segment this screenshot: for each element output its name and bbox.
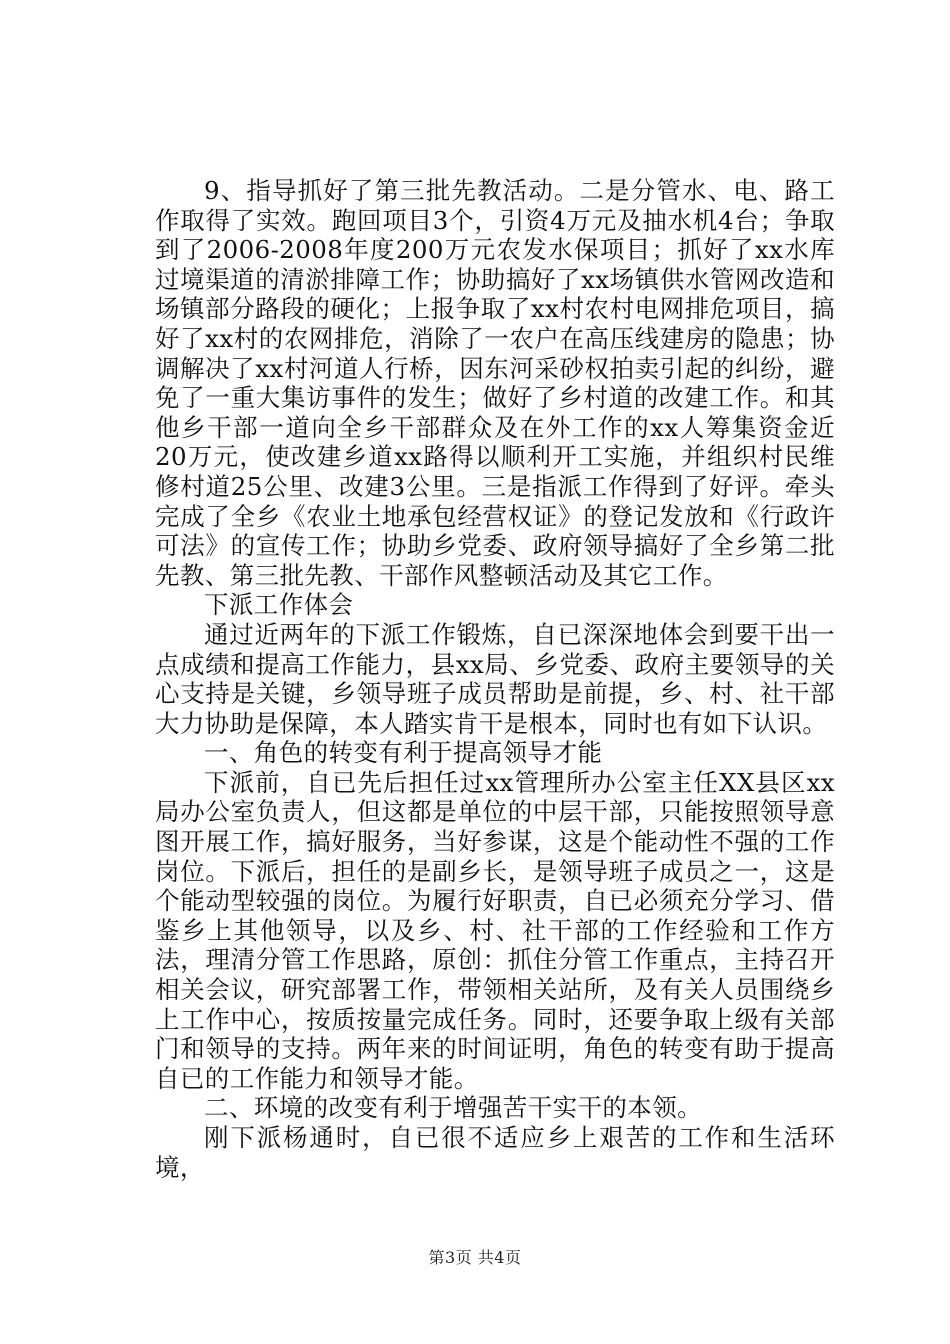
- page-number-footer: 第3页 共4页: [428, 1248, 522, 1267]
- heading-role-change: 一、角色的转变有利于提高领导才能: [204, 738, 603, 768]
- paragraph-environment-change: 刚下派杨通时，自已很不适应乡上艰苦的工作和生活环境，: [155, 1123, 835, 1182]
- paragraph-work-results: 9、指导抓好了第三批先教活动。二是分管水、电、路工作取得了实效。跑回项目3个，引资4万元及抽水机4台；争取到了2006-2008年度200万元农发水保项目；抓好了xx水库过境渠道的清淤排障工作；协助搞好了xx场镇供水管网改造和场镇部分路段的硬化；上报争取了xx村农村电网排危项目，搞好了xx村的农网排危，消除了一农户在高压线建房的隐患；协调解决了xx村河道人行桥，因东河采砂权拍卖引起的纠纷，避免了一重大集访事件的发生；做好了乡村道的改建工作。和其他乡干部一道向全乡干部群众及在外工作的xx人筹集资金近20万元，使改建乡道xx路得以顺利开工实施，并组织村民维修村道25公里、改建3公里。三是指派工作得到了好评。牵头完成了全乡《农业土地承包经营权证》的登记发放和《行政许可法》的宣传工作；协助乡党委、政府领导搞好了全乡第二批先教、第三批先教、干部作风整顿活动及其它工作。: [155, 176, 835, 590]
- heading-environment-change: 二、环境的改变有利于增强苦干实干的本领。: [204, 1093, 702, 1123]
- paragraph-role-change: 下派前，自已先后担任过xx管理所办公室主任XX县区xx局办公室负责人，但这都是单位的中层干部，只能按照领导意图开展工作，搞好服务，当好参谋，这是个能动性不强的工作岗位。下派后，担任的是副乡长，是领导班子成员之一，这是个能动型较强的岗位。为履行好职责，自已必须充分学习、借鉴乡上其他领导，以及乡、村、社干部的工作经验和工作方法，理清分管工作思路，原创：抓住分管工作重点，主持召开相关会议，研究部署工作，带领相关站所，及有关人员围绕乡上工作中心，按质按量完成任务。同时，还要争取上级有关部门和领导的支持。两年来的时间证明，角色的转变有助于提高自已的工作能力和领导才能。: [155, 767, 835, 1093]
- document-body: [155, 176, 835, 1182]
- heading-experience: 下派工作体会: [204, 590, 354, 620]
- paragraph-experience-summary: 通过近两年的下派工作锻炼，自已深深地体会到要干出一点成绩和提高工作能力，县xx局、乡党委、政府主要领导的关心支持是关键，乡领导班子成员帮助是前提，乡、村、社干部大力协助是保障，本人踏实肯干是根本，同时也有如下认识。: [155, 619, 835, 738]
